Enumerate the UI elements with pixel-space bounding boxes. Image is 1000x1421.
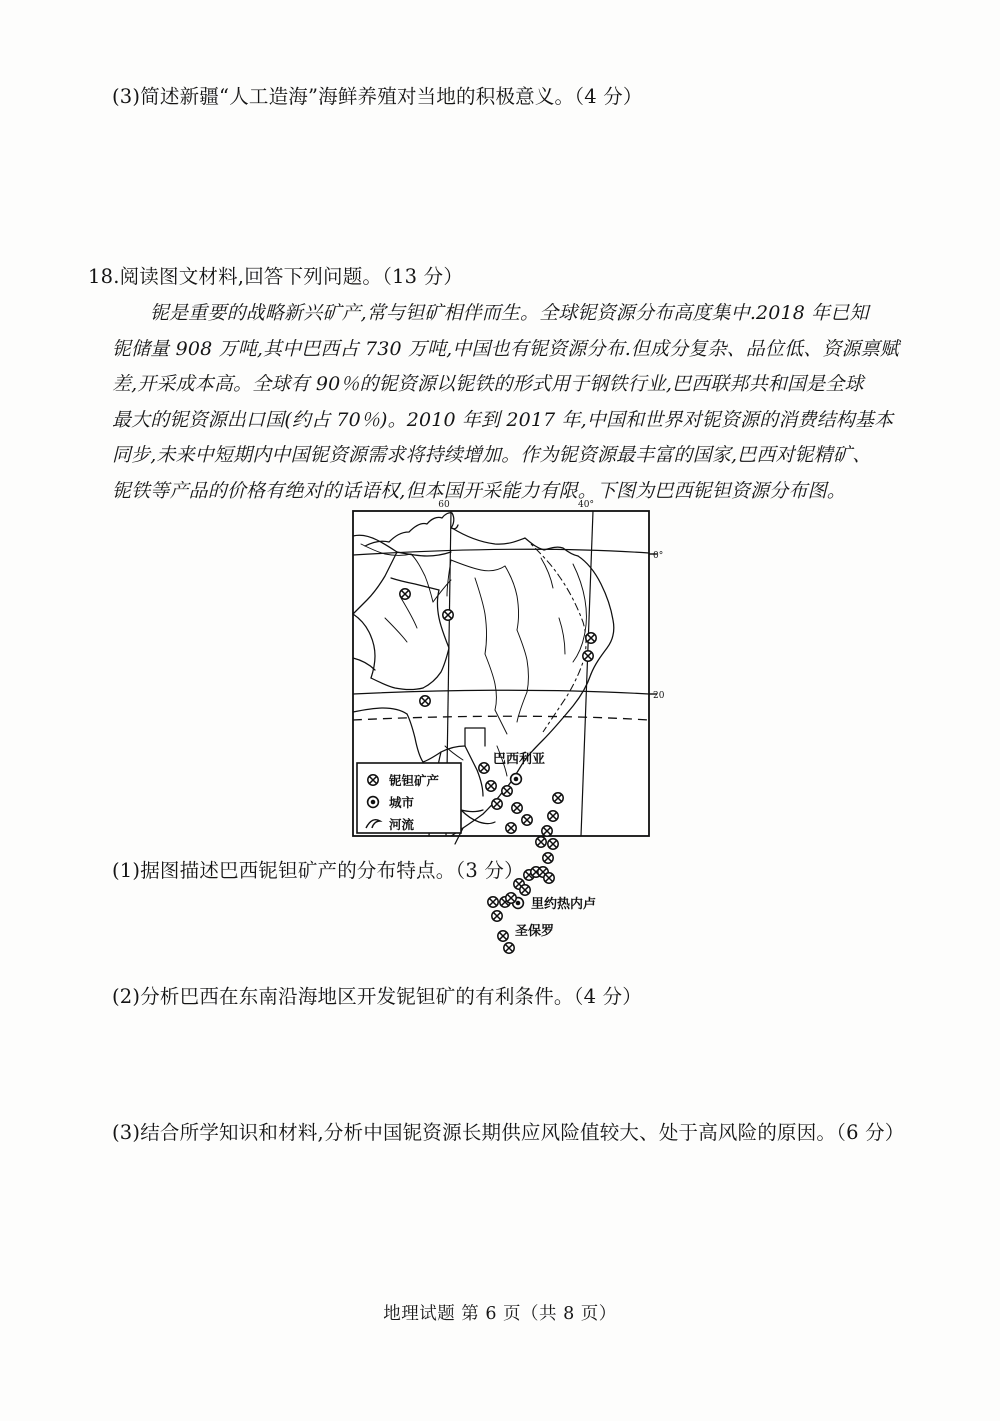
material-line: 差,开采成本高。全球有 90％的铌资源以铌铁的形式用于钢铁行业,巴西联邦共和国是全球 [112, 373, 864, 395]
lon-label-40: 40° [578, 500, 594, 510]
city-label-brasilia: 巴西利亚 [493, 752, 546, 767]
city-symbol-brasilia [511, 774, 522, 785]
legend-mineral-icon [368, 775, 378, 785]
legend-label-river: 河流 [389, 817, 415, 832]
legend-city-icon [368, 797, 379, 808]
page-footer: 地理试题 第 6 页（共 8 页） [383, 1304, 617, 1324]
material-line: 同步,未来中短期内中国铌资源需求将持续增加。作为铌资源最丰富的国家,巴西对铌精矿、 [112, 444, 872, 466]
legend-label-mineral: 铌钽矿产 [389, 773, 440, 788]
question-18-material [112, 296, 910, 509]
question-18-prompt: 18.阅读图文材料,回答下列问题。（13 分） [88, 265, 464, 288]
previous-question-sub3: (3)简述新疆“人工造海”海鲜养殖对当地的积极意义。（4 分） [112, 85, 643, 108]
lon-label-60: 60 [438, 500, 450, 510]
brazil-niobium-tantalum-map [345, 498, 665, 939]
material-line: 铌储量 908 万吨,其中巴西占 730 万吨,中国也有铌资源分布.但成分复杂、品位低、资源禀赋 [112, 337, 900, 360]
lat-label-0: 0° [653, 551, 664, 561]
question-18-sub3: (3)结合所学知识和材料,分析中国铌资源长期供应风险值较大、处于高风险的原因。（6 分） [112, 1121, 905, 1144]
city-label-rio: 里约热内卢 [531, 897, 597, 912]
question-18-sub1: (1)据图描述巴西铌钽矿产的分布特点。（3 分） [112, 859, 524, 882]
material-line: 最大的铌资源出口国(约占 70％)。2010 年到 2017 年,中国和世界对铌资源的消费结构基本 [112, 408, 894, 431]
material-line: 铌是重要的战略新兴矿产,常与钽矿相伴而生。全球铌资源分布高度集中.2018 年已知 [150, 302, 869, 324]
material-line: 铌铁等产品的价格有绝对的话语权,但本国开采能力有限。下图为巴西铌钽资源分布图。 [112, 479, 846, 502]
question-18-sub2: (2)分析巴西在东南沿海地区开发铌钽矿的有利条件。（4 分） [112, 985, 642, 1008]
map-tick-marks [649, 554, 657, 694]
city-label-sao-paulo: 圣保罗 [515, 924, 555, 939]
legend-label-city: 城市 [389, 795, 415, 810]
lat-label-20: 20 [653, 691, 665, 701]
map-legend [357, 763, 461, 833]
